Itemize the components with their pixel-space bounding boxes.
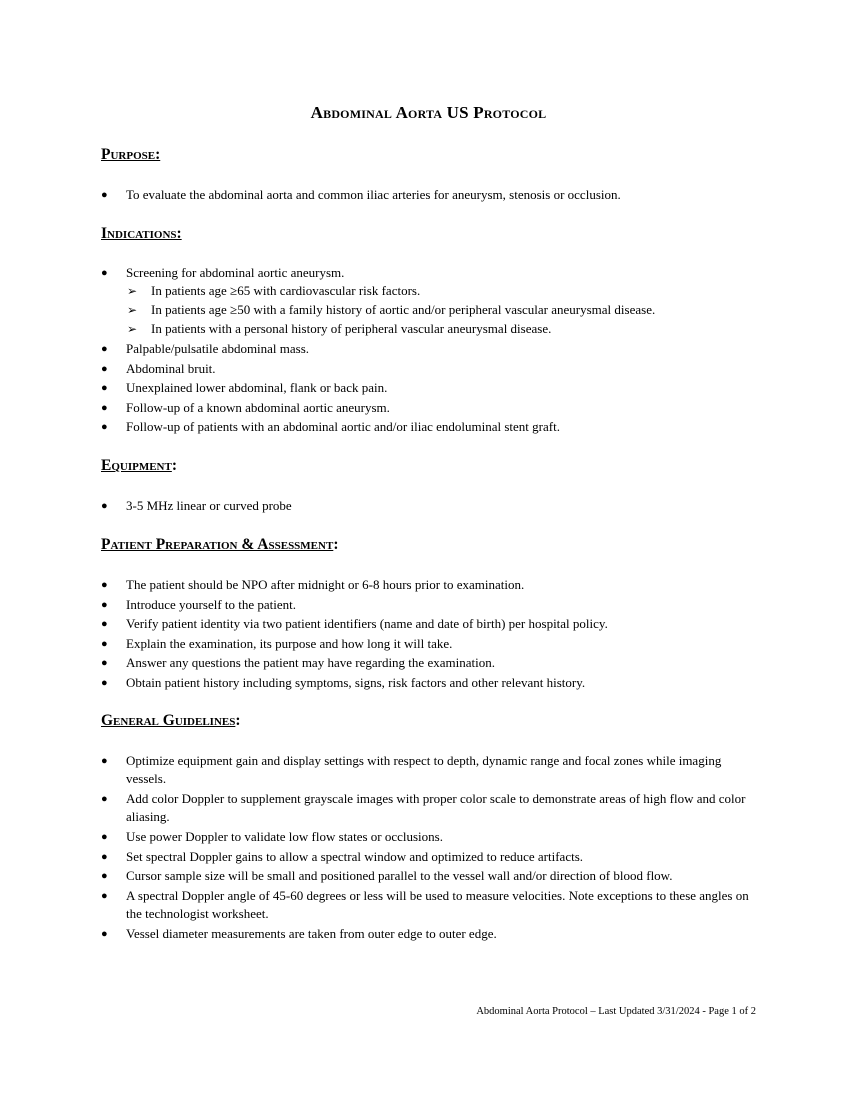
purpose-list [101, 186, 761, 206]
list-item: ● Add color Doppler to supplement grayscale images with proper color scale to demonstrate areas of high flow and color aliasing. [101, 791, 746, 825]
list-item: ● Use power Doppler to validate low flow states or occlusions. [101, 828, 761, 846]
list-item: ● Answer any questions the patient may have regarding the examination. [101, 654, 761, 672]
purpose-heading [101, 146, 160, 164]
arrow-bullet-icon: ➢ [127, 303, 138, 318]
page-footer: Abdominal Aorta Protocol – Last Updated 3/31/2024 - Page 1 of 2 [476, 1006, 756, 1017]
equipment-heading: Equipment: [101, 457, 178, 474]
list-item: ● Vessel diameter measurements are taken from outer edge to outer edge. [101, 925, 761, 943]
guidelines-list [101, 752, 761, 944]
list-item: ● The patient should be NPO after midnight or 6-8 hours prior to examination. [101, 576, 761, 594]
bullet-icon: ● [101, 831, 108, 843]
bullet-icon: ● [101, 401, 108, 414]
sublist-item: ➢ In patients age ≥65 with cardiovascular risk factors. [126, 282, 761, 300]
list-item: ● To evaluate the abdominal aorta and common iliac arteries for aneurysm, stenosis or occlusion. [101, 186, 761, 204]
equipment-heading-text: Equipment [101, 457, 172, 474]
bullet-icon: ● [101, 755, 108, 767]
list-item: ● Explain the examination, its purpose and how long it will take. [101, 635, 761, 653]
bullet-icon: ● [101, 850, 108, 863]
indications-list [101, 264, 761, 438]
arrow-bullet-icon: ➢ [127, 322, 138, 337]
list-item: ● Screening for abdominal aortic aneurysm. ➢ In patients age ≥65 with cardiovascular risk factors. ➢ In patients age ≥50 with a family history of aortic and/or peripheral vascular aneurysmal disease. ➢ In patients with a personal history of peripheral vascular aneurysmal disease. [101, 264, 761, 339]
list-item: ● Introduce yourself to the patient. [101, 596, 761, 614]
bullet-icon: ● [101, 657, 108, 670]
bullet-icon: ● [101, 362, 108, 375]
bullet-icon: ● [101, 500, 108, 512]
bullet-icon: ● [101, 579, 108, 591]
purpose-heading-text: Purpose: [101, 146, 161, 163]
bullet-icon: ● [101, 189, 108, 201]
bullet-icon: ● [101, 343, 108, 355]
list-item: ● Obtain patient history including symptoms, signs, risk factors and other relevant history. [101, 674, 761, 692]
bullet-icon: ● [101, 637, 108, 650]
equipment-list [101, 497, 761, 517]
list-item: ● A spectral Doppler angle of 45-60 degrees or less will be used to measure velocities. Note exceptions to these angles on the technologist worksheet. [101, 887, 749, 922]
bullet-icon: ● [101, 598, 108, 611]
list-item: ● Unexplained lower abdominal, flank or back pain. [101, 379, 761, 397]
document-title: Abdominal Aorta US Protocol [310, 103, 547, 122]
list-item: ● Verify patient identity via two patient identifiers (name and date of birth) per hospital policy. [101, 615, 761, 633]
preparation-heading-text: Patient Preparation & Assessment [101, 536, 334, 553]
bullet-icon: ● [101, 267, 108, 279]
guidelines-heading-text: General Guidelines [101, 712, 236, 729]
preparation-heading: Patient Preparation & Assessment: [101, 536, 339, 553]
sublist-item: ➢ In patients age ≥50 with a family history of aortic and/or peripheral vascular aneurysmal disease. [126, 301, 761, 319]
indications-heading-text: Indications: [101, 225, 182, 242]
list-item: ● Cursor sample size will be small and positioned parallel to the vessel wall and/or direction of blood flow. [101, 867, 761, 885]
list-item: ● Palpable/pulsatile abdominal mass. [101, 340, 761, 358]
bullet-icon: ● [101, 618, 108, 631]
bullet-icon: ● [101, 889, 108, 902]
preparation-list [101, 576, 761, 694]
sublist-item: ➢ In patients with a personal history of peripheral vascular aneurysmal disease. [126, 320, 761, 338]
guidelines-heading: General Guidelines: [101, 712, 241, 729]
list-item: ● Optimize equipment gain and display settings with respect to depth, dynamic range and focal zones while imaging vessels. [101, 753, 722, 787]
bullet-icon: ● [101, 793, 108, 805]
bullet-icon: ● [101, 676, 108, 689]
list-item: ● Follow-up of patients with an abdominal aortic and/or iliac endoluminal stent graft. [101, 418, 761, 436]
indications-heading [101, 225, 182, 243]
bullet-icon: ● [101, 927, 108, 940]
list-item: ● 3-5 MHz linear or curved probe [101, 497, 761, 515]
list-item: ● Follow-up of a known abdominal aortic aneurysm. [101, 399, 761, 417]
bullet-icon: ● [101, 870, 108, 883]
screening-sublist [126, 282, 761, 338]
list-item: ● Abdominal bruit. [101, 360, 761, 378]
bullet-icon: ● [101, 382, 108, 395]
arrow-bullet-icon: ➢ [127, 284, 138, 299]
bullet-icon: ● [101, 421, 108, 434]
list-item: ● Set spectral Doppler gains to allow a spectral window and optimized to reduce artifacts. [101, 848, 761, 866]
